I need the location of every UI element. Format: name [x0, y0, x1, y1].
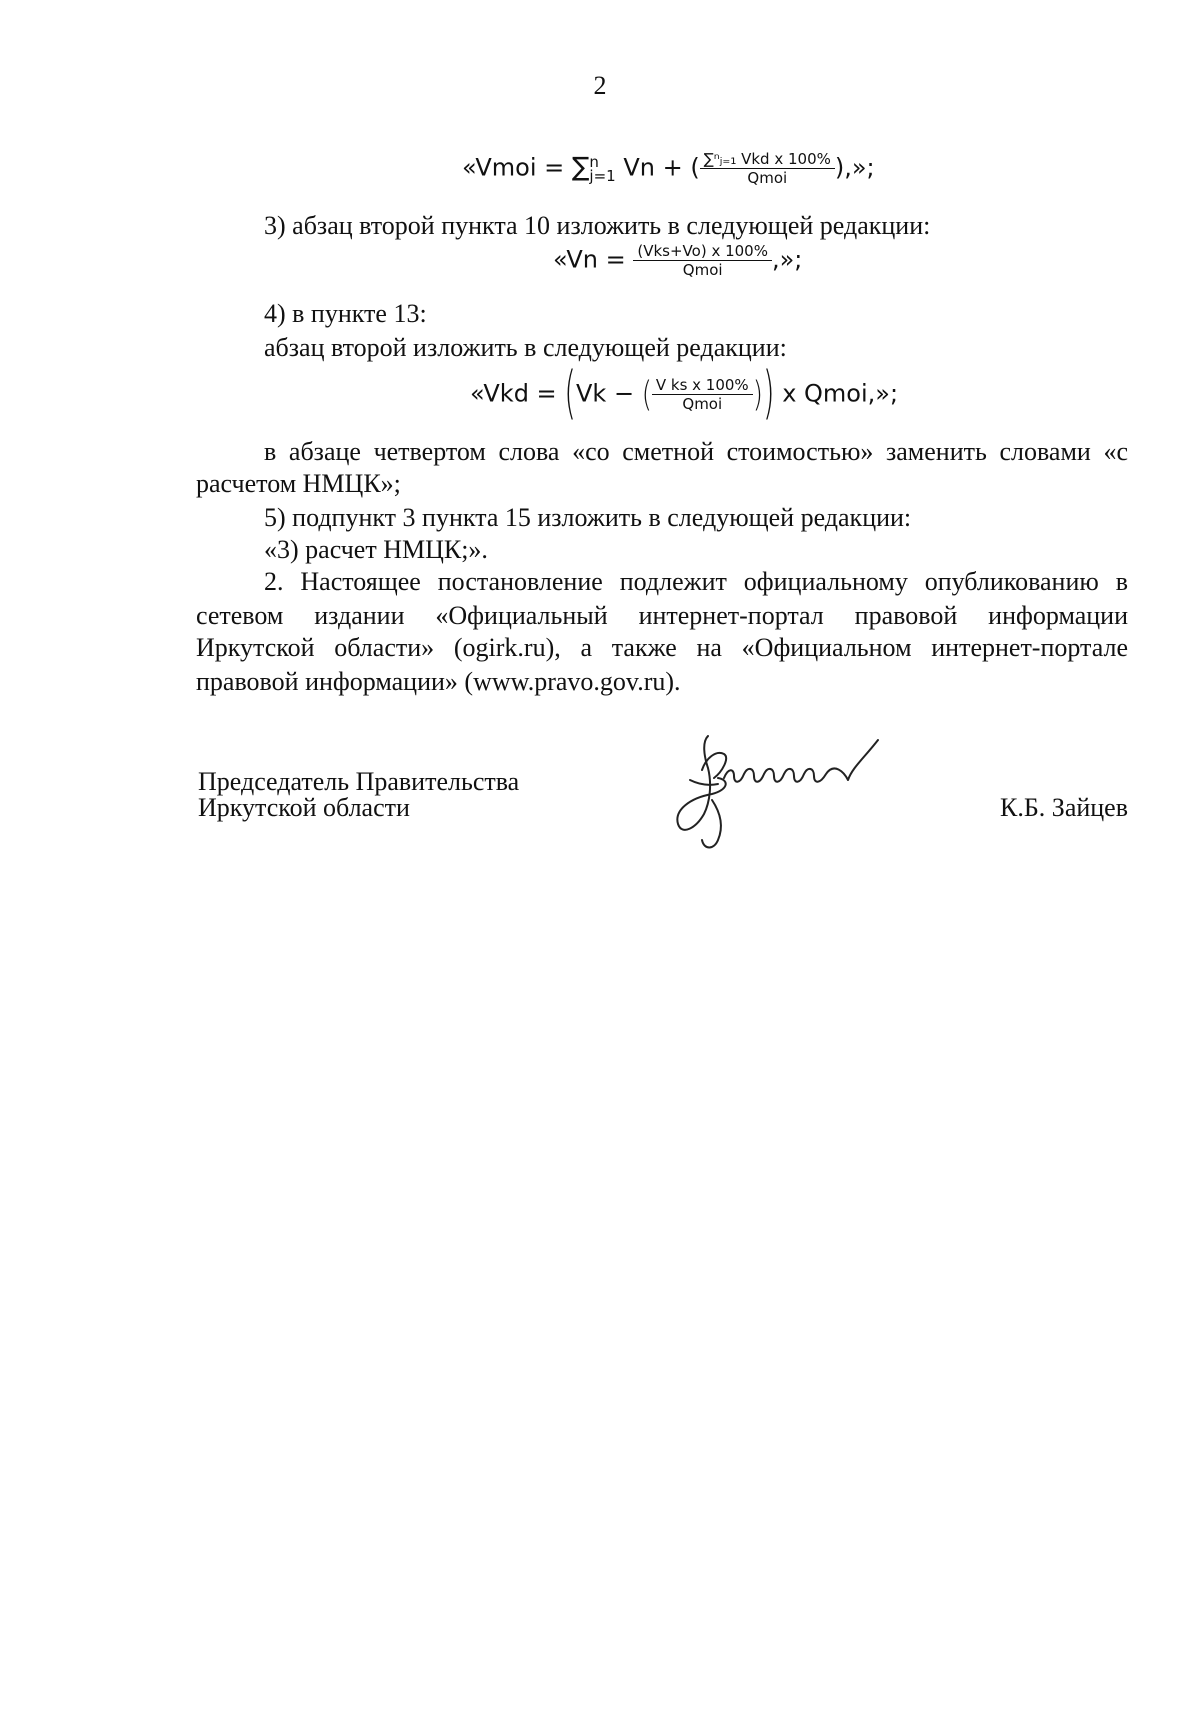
item-3: 3) абзац второй пункта 10 изложить в следующей редакции: [264, 211, 931, 240]
formula-vkd-fraction [652, 376, 753, 413]
item-4-subtext: абзац второй изложить в следующей редакции: [264, 333, 787, 362]
fraction-numerator: V ks x 100% [652, 376, 753, 395]
formula-vmoi-lhs: «Vmoi = [462, 153, 572, 182]
sum-lower-limit: j=1 [589, 166, 616, 185]
paragraph-2-line2: сетевом издании «Официальный интернет-портал правовой информации [196, 601, 1128, 630]
formula-vn-lhs: «Vn = [553, 245, 634, 274]
paragraph-abzac4-line2: расчетом НМЦК»; [196, 469, 401, 498]
formula-vmoi [462, 150, 875, 187]
signatory-title-line1: Председатель Правительства [198, 767, 520, 796]
fraction-numerator: ∑ⁿⱼ₌₁ Vkd x 100% [700, 150, 835, 169]
item-5: 5) подпункт 3 пункта 15 изложить в следующей редакции: [264, 503, 912, 532]
signatory-title-line2: Иркутской области [198, 793, 410, 822]
fraction-denominator: Qmoi [682, 261, 723, 279]
paren-open: ( [564, 360, 577, 427]
paren-close: ) [752, 374, 763, 415]
formula-vmoi-term: Vn + ( [615, 153, 700, 182]
formula-vkd-tail: x Qmoi,»; [774, 379, 899, 408]
formula-vmoi-fraction [700, 150, 835, 187]
formula-vkd [470, 360, 899, 427]
handwritten-signature [668, 728, 928, 858]
formula-vn [553, 242, 802, 279]
formula-vn-fraction [633, 242, 772, 279]
paragraph-2-line4: правовой информации» (www.pravo.gov.ru). [196, 667, 681, 696]
sum-upper-limit: n [589, 152, 599, 171]
fraction-numerator: (Vks+Vo) x 100% [633, 242, 772, 261]
fraction-denominator: Qmoi [682, 395, 723, 413]
paragraph-abzac4-line1: в абзаце четвертом слова «со сметной стоимостью» заменить словами «с [264, 437, 1128, 466]
formula-vn-tail: ,»; [771, 245, 803, 274]
paren-open: ( [641, 374, 652, 415]
item-4: 4) в пункте 13: [264, 299, 427, 328]
paragraph-2-line1: 2. Настоящее постановление подлежит официальному опубликованию в [264, 567, 1128, 596]
formula-vkd-lhs: «Vkd = [470, 379, 565, 408]
page-number: 2 [593, 71, 607, 100]
formula-vkd-inner: Vk − [576, 379, 642, 408]
fraction-denominator: Qmoi [747, 169, 788, 187]
sum-symbol: ∑ [571, 152, 590, 183]
formula-vmoi-tail: ),»; [834, 153, 875, 182]
item-5-text: «3) расчет НМЦК;». [264, 535, 488, 564]
paren-close: ) [762, 360, 775, 427]
signatory-name: К.Б. Зайцев [1000, 793, 1128, 822]
paragraph-2-line3: Иркутской области» (ogirk.ru), а также на «Официальном интернет-портале [196, 633, 1128, 662]
